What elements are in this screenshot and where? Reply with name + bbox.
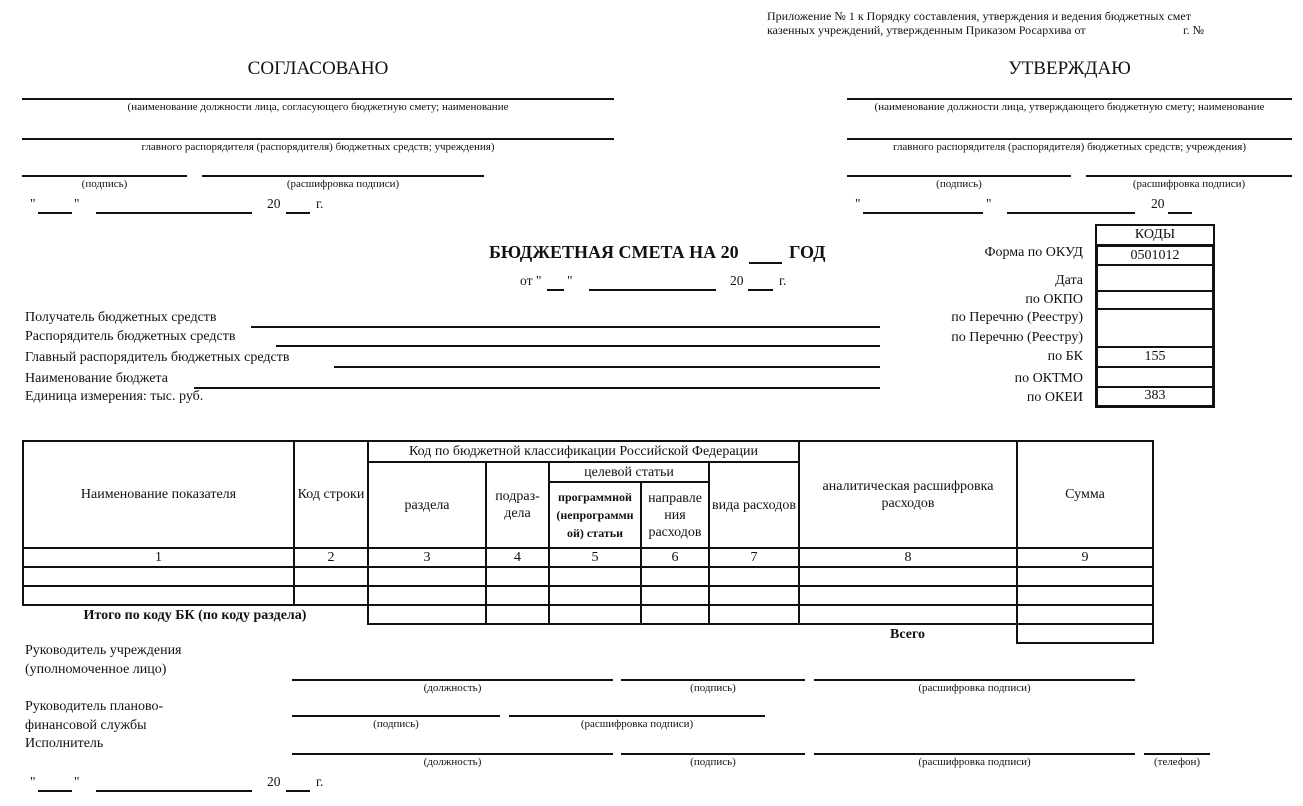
finance-label-2: финансовой службы [25, 718, 147, 733]
approval-left-line-2[interactable] [22, 138, 614, 140]
approval-left-decode-line[interactable] [202, 175, 484, 177]
grand-total-row [23, 624, 1153, 643]
table-cell[interactable] [549, 567, 641, 586]
finance-label-1: Руководитель планово- [25, 699, 164, 714]
document-date-quote-close: " [567, 273, 573, 288]
document-day-field[interactable] [547, 289, 564, 291]
table-cell[interactable] [486, 605, 549, 624]
col-number: 8 [799, 548, 1017, 567]
col-number: 2 [294, 548, 368, 567]
approval-right-decode-line[interactable] [1086, 175, 1292, 177]
codes-label-okei: по ОКЕИ [1026, 390, 1083, 405]
executor-position-field[interactable] [292, 753, 613, 755]
codes-label-oktmo: по ОКТМО [1014, 371, 1083, 386]
col-number: 9 [1017, 548, 1153, 567]
approval-right-line-1[interactable] [847, 98, 1292, 100]
approval-left-decode-caption: (расшифровка подписи) [286, 178, 400, 190]
budget-name-field[interactable] [194, 387, 880, 389]
header-section: раздела [368, 462, 486, 548]
code-registry[interactable] [1095, 308, 1215, 348]
chief-manager-field[interactable] [334, 366, 880, 368]
table-cell[interactable] [641, 586, 709, 605]
budget-table [22, 440, 1154, 644]
col-number: 6 [641, 548, 709, 567]
approval-right-signature-line[interactable] [847, 175, 1071, 177]
head-decode-caption: (расшифровка подписи) [918, 682, 1031, 694]
footer-year-prefix: 20 [267, 774, 281, 789]
col-number: 3 [368, 548, 486, 567]
document-year-suffix: г. [779, 273, 787, 288]
finance-sign-caption: (подпись) [373, 718, 419, 730]
footer-quote-open: " [30, 774, 36, 789]
header-target-group: целевой статьи [549, 462, 709, 482]
finance-decode-caption: (расшифровка подписи) [580, 718, 694, 730]
approval-left-year-field[interactable] [286, 212, 310, 214]
codes-label-registry-1: по Перечню (Реестру) [951, 310, 1083, 325]
codes-label-okpo: по ОКПО [1025, 292, 1083, 307]
code-okud[interactable]: 0501012 [1095, 244, 1215, 266]
header-expense-kind: вида расходов [709, 462, 799, 548]
code-okei[interactable]: 383 [1095, 386, 1215, 408]
code-okpo[interactable] [1095, 290, 1215, 310]
unit-label: Единица измерения: тыс. руб. [25, 389, 204, 404]
codes-label-okud: Форма по ОКУД [984, 245, 1083, 260]
head-position-caption: (должность) [423, 682, 482, 694]
code-oktmo[interactable] [1095, 366, 1215, 388]
approval-left-year-prefix: 20 [267, 196, 281, 211]
head-signature-field[interactable] [621, 679, 805, 681]
col-number: 4 [486, 548, 549, 567]
table-cell[interactable] [549, 605, 641, 624]
code-bk[interactable]: 155 [1095, 346, 1215, 368]
table-cell[interactable] [1017, 605, 1153, 624]
document-year-field[interactable] [749, 262, 782, 264]
document-title-suffix: ГОД [789, 242, 826, 262]
table-cell[interactable] [549, 586, 641, 605]
col-number: 1 [23, 548, 294, 567]
appendix-line-1: Приложение № 1 к Порядку составления, утверждения и ведения бюджетных смет [767, 9, 1191, 23]
budget-name-label: Наименование бюджета [25, 371, 168, 386]
header-program-article: программной (непрограммн ой) статьи [549, 482, 641, 548]
header-sum: Сумма [1017, 441, 1153, 548]
approval-right-caption-2: главного распорядителя (распорядителя) бюджетных средств; учреждения) [892, 141, 1246, 153]
executor-position-caption: (должность) [423, 756, 482, 768]
footer-quote-close: " [74, 774, 80, 789]
approval-right-month-field[interactable] [1007, 212, 1135, 214]
head-label-2: (уполномоченное лицо) [25, 662, 167, 677]
table-cell[interactable] [1017, 586, 1153, 605]
col-number: 7 [709, 548, 799, 567]
header-bk-group: Код по бюджетной классификации Российской Федерации [368, 441, 799, 462]
approval-left-line-1[interactable] [22, 98, 614, 100]
manager-field[interactable] [276, 345, 880, 347]
footer-month-field[interactable] [96, 790, 252, 792]
approval-left-day-field[interactable] [38, 212, 72, 214]
executor-phone-field[interactable] [1144, 753, 1210, 755]
approval-right-year-prefix: 20 [1151, 196, 1165, 211]
approval-left-quote-open: " [30, 196, 36, 211]
col-number: 5 [549, 548, 641, 567]
chief-manager-label: Главный распорядитель бюджетных средств [25, 350, 290, 365]
table-cell[interactable] [368, 605, 486, 624]
approval-left-heading: СОГЛАСОВАНО [247, 58, 389, 79]
approval-right-caption-1: (наименование должности лица, утверждающего бюджетную смету; наименование [874, 101, 1265, 113]
table-cell[interactable] [709, 605, 799, 624]
table-cell[interactable] [368, 586, 486, 605]
approval-left-caption-2: главного распорядителя (распорядителя) бюджетных средств; учреждения) [141, 141, 495, 153]
column-numbers-row [23, 548, 1153, 567]
approval-left-signature-line[interactable] [22, 175, 187, 177]
document-title: БЮДЖЕТНАЯ СМЕТА НА 20 [489, 242, 739, 262]
approval-left-quote-close: " [74, 196, 80, 211]
grand-total-value[interactable] [1017, 624, 1153, 643]
recipient-field[interactable] [251, 326, 880, 328]
table-cell[interactable] [709, 567, 799, 586]
document-month-field[interactable] [589, 289, 716, 291]
grand-total-label: Всего [890, 626, 925, 642]
approval-right-year-field[interactable] [1168, 212, 1192, 214]
total-by-code-label: Итого по коду БК (по коду раздела) [23, 605, 368, 624]
table-cell[interactable] [23, 567, 294, 586]
head-position-field[interactable] [292, 679, 613, 681]
executor-sign-caption: (подпись) [690, 756, 736, 768]
approval-right-quote-close: " [986, 196, 992, 211]
footer-day-field[interactable] [38, 790, 72, 792]
header-expense-direction: направле ния расходов [641, 482, 709, 548]
manager-label: Распорядитель бюджетных средств [25, 329, 236, 344]
footer-year-suffix: г. [316, 774, 324, 789]
table-cell[interactable] [799, 586, 1017, 605]
document-date-prefix: от " [520, 273, 542, 288]
executor-decode-caption: (расшифровка подписи) [918, 756, 1031, 768]
recipient-label: Получатель бюджетных средств [25, 310, 217, 325]
codes-label-bk: по БК [1047, 349, 1083, 364]
document-date-year-field[interactable] [748, 289, 773, 291]
header-indicator-name: Наименование показателя [23, 441, 294, 548]
table-cell[interactable] [23, 586, 294, 605]
table-cell[interactable] [641, 605, 709, 624]
head-label-1: Руководитель учреждения [25, 643, 182, 658]
grand-total-spacer [23, 624, 799, 643]
table-cell[interactable] [799, 567, 1017, 586]
table-cell[interactable] [709, 586, 799, 605]
table-row [23, 586, 1153, 605]
approval-right-quote-open: " [855, 196, 861, 211]
footer-year-field[interactable] [286, 790, 310, 792]
codes-label-registry-2: по Перечню (Реестру) [951, 330, 1083, 345]
table-cell[interactable] [1017, 567, 1153, 586]
executor-signature-field[interactable] [621, 753, 805, 755]
table-cell[interactable] [294, 586, 368, 605]
head-sign-caption: (подпись) [690, 682, 736, 694]
approval-right-heading: УТВЕРЖДАЮ [1008, 58, 1131, 79]
appendix-line-2-suffix: г. № [1183, 23, 1205, 37]
header-analytic: аналитическая расшифровка расходов [799, 441, 1017, 548]
appendix-line-2: казенных учреждений, утвержденным Приказом Росархива от [767, 23, 1086, 37]
approval-right-sign-caption: (подпись) [936, 178, 982, 190]
codes-header: КОДЫ [1095, 224, 1215, 246]
table-cell[interactable] [641, 567, 709, 586]
head-decode-field[interactable] [814, 679, 1135, 681]
table-cell[interactable] [799, 605, 1017, 624]
approval-left-year-suffix: г. [316, 196, 324, 211]
codes-label-date: Дата [1055, 273, 1083, 288]
total-by-code-row [23, 605, 1153, 624]
table-cell[interactable] [486, 567, 549, 586]
approval-right-day-field[interactable] [863, 212, 983, 214]
approval-left-month-field[interactable] [96, 212, 252, 214]
table-cell[interactable] [294, 567, 368, 586]
document-year-prefix: 20 [730, 273, 744, 288]
table-row [23, 567, 1153, 586]
table-cell[interactable] [486, 586, 549, 605]
finance-decode-field[interactable] [509, 715, 765, 717]
approval-right-decode-caption: (расшифровка подписи) [1132, 178, 1246, 190]
header-line-code: Код строки [294, 441, 368, 548]
header-subsection: подраз-дела [486, 462, 549, 548]
executor-phone-caption: (телефон) [1153, 756, 1201, 768]
approval-left-caption-1: (наименование должности лица, согласующего бюджетную смету; наименование [127, 101, 509, 113]
executor-label: Исполнитель [25, 736, 104, 751]
approval-right-line-2[interactable] [847, 138, 1292, 140]
approval-left-sign-caption: (подпись) [81, 178, 128, 190]
executor-decode-field[interactable] [814, 753, 1135, 755]
table-cell[interactable] [368, 567, 486, 586]
finance-signature-field[interactable] [292, 715, 500, 717]
code-date[interactable] [1095, 264, 1215, 292]
